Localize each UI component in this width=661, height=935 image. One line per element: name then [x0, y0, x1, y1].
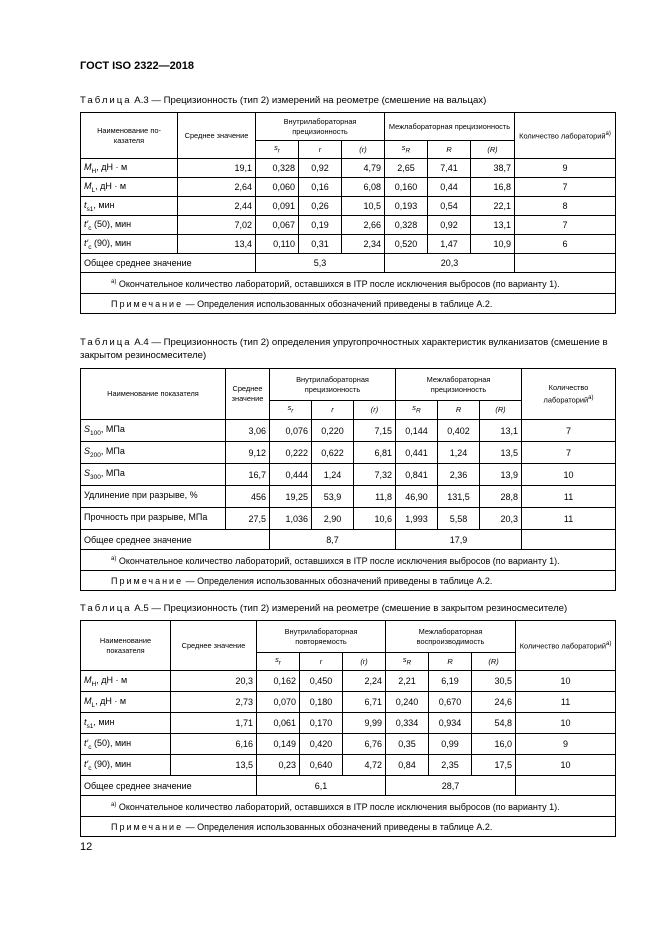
table-cell: 8	[515, 197, 616, 216]
table-cell: 0,180	[300, 692, 343, 713]
table-cell: 2,36	[438, 464, 480, 486]
table-cell: 2,35	[429, 755, 472, 776]
table-cell: 0,070	[257, 692, 300, 713]
table4-caption	[80, 336, 612, 362]
table-cell: 11,8	[354, 486, 396, 508]
table-cell: 7,15	[354, 420, 396, 442]
document-header: ГОСТ ISO 2322—2018	[80, 60, 195, 72]
table-cell: 54,8	[472, 713, 516, 734]
table-cell: 16,0	[472, 734, 516, 755]
name-col-header: Наименование по-казателя	[81, 113, 178, 159]
table5-label: Таблица	[80, 603, 132, 614]
table-cell: 0,091	[256, 197, 299, 216]
table-cell: 17,5	[472, 755, 516, 776]
table-cell: 5,58	[438, 508, 480, 530]
table-cell: 1,24	[438, 442, 480, 464]
table-cell: 13,5	[480, 442, 522, 464]
table-row	[81, 508, 616, 530]
table-cell: 13,9	[480, 464, 522, 486]
table-cell: 0,841	[396, 464, 438, 486]
table-cell: 0,193	[385, 197, 428, 216]
table-cell: 2,90	[312, 508, 354, 530]
table-cell: 0,160	[385, 178, 428, 197]
overall-mean-label: Общее среднее значение	[81, 530, 270, 550]
table-cell: 2,21	[386, 671, 429, 692]
table-cell: 0,420	[300, 734, 343, 755]
note: Примечание — Определения использованных обозначений приведены в таблице А.2.	[81, 817, 616, 837]
table-cell: 2,65	[385, 159, 428, 178]
row-name: $S_{100}$, МПа	[81, 420, 226, 442]
table-cell: 0,222	[270, 442, 312, 464]
table-row	[81, 235, 616, 254]
table-cell: 2,34	[342, 235, 385, 254]
table-cell: 30,5	[472, 671, 516, 692]
table3-title: А.3 — Прецизионность (тип 2) измерений на реометре (смешение на вальцах)	[131, 95, 487, 106]
table-cell: 131,5	[438, 486, 480, 508]
table-row	[81, 671, 616, 692]
table-cell: 19,25	[270, 486, 312, 508]
footnote: $^{a)}$ Окончательное количество лабораторий, оставшихся в ITP после исключения выбросов (по варианту 1).	[81, 273, 616, 294]
table-cell: 9,12	[226, 442, 270, 464]
table-cell: 1,993	[396, 508, 438, 530]
table-row	[81, 486, 616, 508]
overall-intra-value: 8,7	[270, 530, 396, 550]
row-name: $t_{s1}$, мин	[81, 197, 178, 216]
row-name: $t_{s1}$, мин	[81, 713, 171, 734]
table-cell: 6,19	[429, 671, 472, 692]
footnote: $^{a)}$ Окончательное количество лабораторий, оставшихся в ITP после исключения выбросов (по варианту 1).	[81, 796, 616, 817]
sR-header: $s_R$	[386, 653, 429, 671]
table-row	[81, 216, 616, 235]
rp-header: (r)	[354, 401, 396, 420]
table-cell: 7	[522, 420, 616, 442]
r-header: r	[299, 141, 342, 159]
table-cell: 16,8	[471, 178, 515, 197]
table-cell: 7,41	[428, 159, 471, 178]
Rp-header: (R)	[480, 401, 522, 420]
table-cell: 2,64	[178, 178, 256, 197]
row-name: $t'_c$ (50), мин	[81, 216, 178, 235]
table-cell: 7	[522, 442, 616, 464]
row-name: $M_L$, дН · м	[81, 178, 178, 197]
table-cell: 1,24	[312, 464, 354, 486]
name-col-header: Наименование показателя	[81, 621, 171, 671]
table4-label: Таблица	[80, 337, 132, 348]
table-row	[81, 197, 616, 216]
table-cell: 16,7	[226, 464, 270, 486]
sR-header: $s_R$	[385, 141, 428, 159]
table-a5	[80, 620, 616, 837]
table-cell: 0,162	[257, 671, 300, 692]
overall-inter-value: 20,3	[385, 254, 515, 273]
table-cell: 7	[515, 178, 616, 197]
table5-title: А.5 — Прецизионность (тип 2) измерений на реометре (смешение в закрытом резиносмесителе)	[131, 603, 568, 614]
table-cell: 0,170	[300, 713, 343, 734]
table-cell: 11	[522, 486, 616, 508]
rp-header: (r)	[342, 141, 385, 159]
table-cell: 13,1	[480, 420, 522, 442]
table-cell: 0,328	[385, 216, 428, 235]
table-cell: 0,92	[299, 159, 342, 178]
table-cell: 0,067	[256, 216, 299, 235]
table-cell: 10	[522, 464, 616, 486]
table-row	[81, 159, 616, 178]
table-cell: 1,47	[428, 235, 471, 254]
table-cell: 7	[515, 216, 616, 235]
table-cell: 0,640	[300, 755, 343, 776]
table-cell: 0,240	[386, 692, 429, 713]
table-cell: 11	[516, 692, 616, 713]
inter-header: Межлабораторная прецизионность	[385, 113, 515, 141]
table-cell: 0,84	[386, 755, 429, 776]
inter-header: Межлабораторная воспроизводимость	[386, 621, 516, 653]
table-cell: 456	[226, 486, 270, 508]
table-cell: 9	[515, 159, 616, 178]
table-cell: 6,76	[343, 734, 386, 755]
table-cell: 11	[522, 508, 616, 530]
name-col-header: Наименование показателя	[81, 369, 226, 420]
table-cell: 0,16	[299, 178, 342, 197]
table-cell: 53,9	[312, 486, 354, 508]
table-cell: 0,35	[386, 734, 429, 755]
table-cell: 20,3	[171, 671, 257, 692]
table-cell: 2,44	[178, 197, 256, 216]
table-cell: 22,1	[471, 197, 515, 216]
note: Примечание — Определения использованных обозначений приведены в таблице А.2.	[81, 294, 616, 314]
table-cell: 0,622	[312, 442, 354, 464]
table-cell: 0,060	[256, 178, 299, 197]
table-cell: 0,450	[300, 671, 343, 692]
table-a3	[80, 112, 616, 314]
table-cell: 6,81	[354, 442, 396, 464]
table-cell: 2,66	[342, 216, 385, 235]
footnote: $^{a)}$ Окончательное количество лабораторий, оставшихся в ITP после исключения выбросов (по варианту 1).	[81, 550, 616, 571]
table-cell: 1,71	[171, 713, 257, 734]
table-row	[81, 755, 616, 776]
table-cell: 10,5	[342, 197, 385, 216]
table-cell: 0,31	[299, 235, 342, 254]
table-cell: 10	[516, 755, 616, 776]
table-cell: 0,23	[257, 755, 300, 776]
table-cell: 19,1	[178, 159, 256, 178]
table-cell: 2,24	[343, 671, 386, 692]
R-header: R	[429, 653, 472, 671]
table-cell: 3,06	[226, 420, 270, 442]
overall-inter-value: 28,7	[386, 776, 516, 796]
intra-header: Внутрилабораторная повторяемость	[257, 621, 386, 653]
Rp-header: (R)	[472, 653, 516, 671]
table-row	[81, 692, 616, 713]
table5-caption	[80, 602, 612, 615]
table-cell: 0,110	[256, 235, 299, 254]
mean-col-header: Среднее значение	[226, 369, 270, 420]
row-name: $S_{300}$, МПа	[81, 464, 226, 486]
sr-header: $s_r$	[256, 141, 299, 159]
table3-caption	[80, 94, 612, 107]
table-cell: 38,7	[471, 159, 515, 178]
inter-header: Межлабораторная прецизионность	[396, 369, 522, 401]
r-header: r	[300, 653, 343, 671]
table-cell: 0,441	[396, 442, 438, 464]
mean-col-header: Среднее значение	[171, 621, 257, 671]
table-cell: 0,92	[428, 216, 471, 235]
row-name: $t'_c$ (50), мин	[81, 734, 171, 755]
table-a4	[80, 368, 616, 591]
table-cell: 27,5	[226, 508, 270, 530]
table-cell: 0,328	[256, 159, 299, 178]
mean-col-header: Среднее значение	[178, 113, 256, 159]
note: Примечание — Определения использованных обозначений приведены в таблице А.2.	[81, 571, 616, 591]
table-row	[81, 178, 616, 197]
table-cell: 0,670	[429, 692, 472, 713]
table-cell: 1,036	[270, 508, 312, 530]
table3-label: Таблица	[80, 95, 132, 106]
table-cell: 6,71	[343, 692, 386, 713]
table-cell: 6	[515, 235, 616, 254]
table-cell: 0,44	[428, 178, 471, 197]
table-row	[81, 734, 616, 755]
table4-title: А.4 — Прецизионность (тип 2) определения упругопрочностных характеристик вулканизатов (смешение в закрытом резиносмесителе)	[80, 337, 608, 361]
table-cell: 13,4	[178, 235, 256, 254]
table-cell: 24,6	[472, 692, 516, 713]
table-cell: 10	[516, 671, 616, 692]
table-cell: 0,144	[396, 420, 438, 442]
sR-header: $s_R$	[396, 401, 438, 420]
table-cell: 0,334	[386, 713, 429, 734]
table-cell: 0,520	[385, 235, 428, 254]
table-cell: 4,72	[343, 755, 386, 776]
table-cell: 7,02	[178, 216, 256, 235]
r-header: r	[312, 401, 354, 420]
table-row	[81, 464, 616, 486]
table-cell: 0,402	[438, 420, 480, 442]
table-cell: 0,934	[429, 713, 472, 734]
table-cell: 10,9	[471, 235, 515, 254]
table-cell: 0,061	[257, 713, 300, 734]
sr-header: $s_r$	[270, 401, 312, 420]
table-cell: 6,16	[171, 734, 257, 755]
intra-header: Внутрилабораторная прецизионность	[270, 369, 396, 401]
count-col-header: Количество лабораторий$^{а)}$	[516, 621, 616, 671]
table-cell: 7,32	[354, 464, 396, 486]
table-row	[81, 713, 616, 734]
table-cell: 6,08	[342, 178, 385, 197]
R-header: R	[428, 141, 471, 159]
table-cell: 0,19	[299, 216, 342, 235]
overall-mean-label: Общее среднее значение	[81, 776, 257, 796]
rp-header: (r)	[343, 653, 386, 671]
overall-mean-label: Общее среднее значение	[81, 254, 256, 273]
table-cell: 0,444	[270, 464, 312, 486]
table-cell: 13,5	[171, 755, 257, 776]
overall-intra-value: 5,3	[256, 254, 385, 273]
overall-inter-value: 17,9	[396, 530, 522, 550]
table-cell: 0,220	[312, 420, 354, 442]
table-cell: 10,6	[354, 508, 396, 530]
intra-header: Внутрилабораторная прецизионность	[256, 113, 385, 141]
row-name: Удлинение при разрыве, %	[81, 486, 226, 508]
row-name: $t'_c$ (90), мин	[81, 235, 178, 254]
page-number: 12	[80, 841, 93, 853]
table-cell: 9	[516, 734, 616, 755]
table-row	[81, 442, 616, 464]
table-cell: 13,1	[471, 216, 515, 235]
table-cell: 10	[516, 713, 616, 734]
table-cell: 4,79	[342, 159, 385, 178]
table-cell: 0,26	[299, 197, 342, 216]
count-col-header: Количество лабораторий$^{а)}$	[515, 113, 616, 159]
count-col-header: Количество лабораторий$^{а)}$	[522, 369, 616, 420]
table-cell: 28,8	[480, 486, 522, 508]
table-cell: 20,3	[480, 508, 522, 530]
table-cell: 0,99	[429, 734, 472, 755]
table-cell: 0,149	[257, 734, 300, 755]
Rp-header: (R)	[471, 141, 515, 159]
table-cell: 9,99	[343, 713, 386, 734]
table-cell: 0,076	[270, 420, 312, 442]
table-cell: 2,73	[171, 692, 257, 713]
sr-header: $s_r$	[257, 653, 300, 671]
row-name: Прочность при разрыве, МПа	[81, 508, 226, 530]
overall-intra-value: 6,1	[257, 776, 386, 796]
R-header: R	[438, 401, 480, 420]
table-cell: 0,54	[428, 197, 471, 216]
table-cell: 46,90	[396, 486, 438, 508]
row-name: $M_L$, дН · м	[81, 692, 171, 713]
table-row	[81, 420, 616, 442]
row-name: $M_H$, дН · м	[81, 671, 171, 692]
row-name: $t'_c$ (90), мин	[81, 755, 171, 776]
row-name: $S_{200}$, МПа	[81, 442, 226, 464]
row-name: $M_H$, дН · м	[81, 159, 178, 178]
